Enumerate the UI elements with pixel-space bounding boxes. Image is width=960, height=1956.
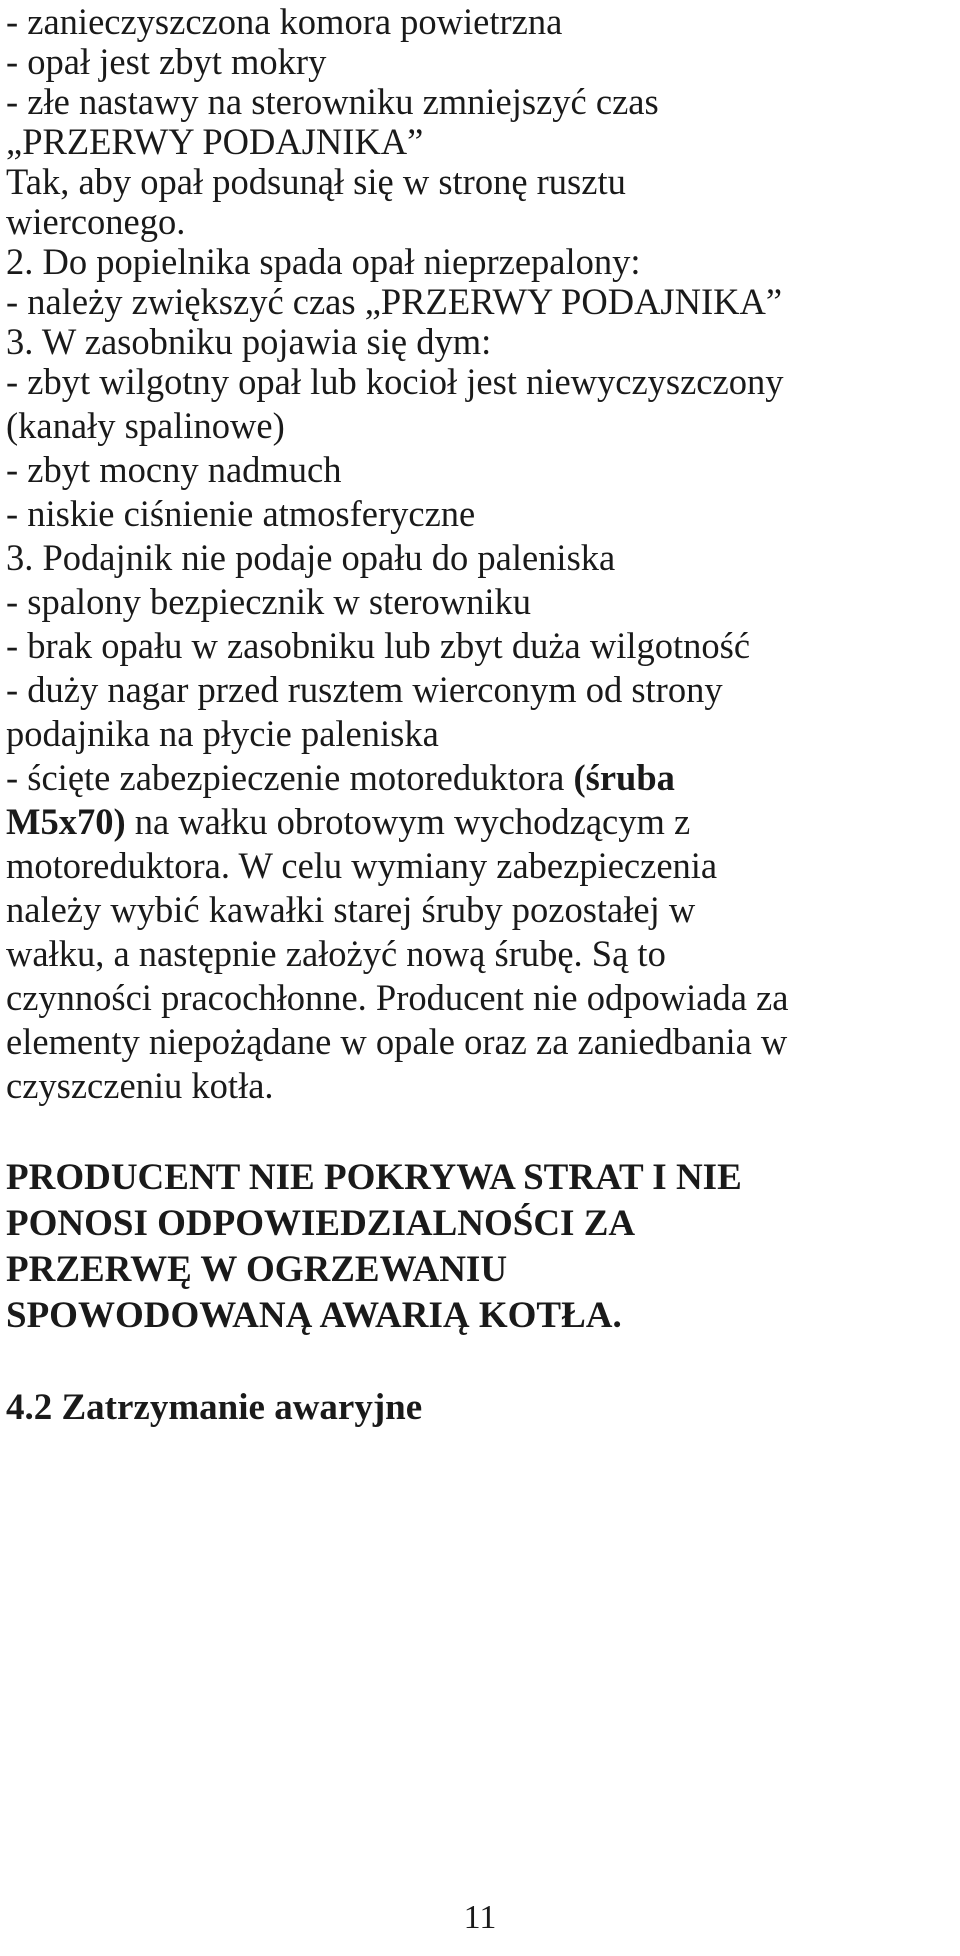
body-line: czyszczeniu kotła. — [6, 1065, 274, 1106]
body-line: wałku, a następnie założyć nową śrubę. Są to — [6, 933, 666, 974]
body-line: 2. Do popielnika spada opał nieprzepalony: — [6, 241, 641, 282]
body-line-mixed — [6, 756, 675, 800]
section-heading: 4.2 Zatrzymanie awaryjne — [6, 1387, 423, 1428]
body-line: - niskie ciśnienie atmosferyczne — [6, 493, 476, 534]
body-line: - zbyt mocny nadmuch — [6, 449, 342, 490]
body-line: elementy niepożądane w opale oraz za zaniedbania w — [6, 1021, 788, 1062]
body-line: 3. W zasobniku pojawia się dym: — [6, 321, 492, 362]
body-line: - należy zwiększyć czas „PRZERWY PODAJNIKA” — [6, 281, 783, 322]
body-text: - ścięte zabezpieczenie motoreduktora — [6, 757, 574, 798]
page-number: 11 — [463, 1899, 497, 1936]
body-line: czynności pracochłonne. Producent nie odpowiada za — [6, 977, 789, 1018]
body-line-mixed — [6, 800, 690, 844]
body-line: - zanieczyszczona komora powietrzna — [6, 1, 563, 42]
body-line: Tak, aby opał podsunął się w stronę rusztu — [6, 161, 626, 202]
body-line: podajnika na płycie paleniska — [6, 713, 439, 754]
body-line: - opał jest zbyt mokry — [6, 41, 327, 82]
body-line: - brak opału w zasobniku lub zbyt duża wilgotność — [6, 625, 751, 666]
warning-line: PONOSI ODPOWIEDZIALNOŚCI ZA — [6, 1203, 636, 1244]
body-text-bold: M5x70) — [6, 801, 126, 842]
body-line: (kanały spalinowe) — [6, 405, 285, 446]
body-text-bold: (śruba — [573, 757, 675, 798]
body-line: - zbyt wilgotny opał lub kocioł jest niewyczyszczony — [6, 361, 784, 402]
body-line: należy wybić kawałki starej śruby pozostałej w — [6, 889, 696, 930]
body-line: motoreduktora. W celu wymiany zabezpieczenia — [6, 845, 718, 886]
body-line: - złe nastawy na sterowniku zmniejszyć czas — [6, 81, 659, 122]
body-line: wierconego. — [6, 201, 186, 242]
warning-line: SPOWODOWANĄ AWARIĄ KOTŁA. — [6, 1295, 622, 1336]
body-text: na wałku obrotowym wychodzącym z — [125, 801, 691, 842]
body-line: - spalony bezpiecznik w sterowniku — [6, 581, 532, 622]
body-line: 3. Podajnik nie podaje opału do paleniska — [6, 537, 616, 578]
warning-line: PRZERWĘ W OGRZEWANIU — [6, 1249, 508, 1290]
body-line: - duży nagar przed rusztem wierconym od strony — [6, 669, 723, 710]
body-line: „PRZERWY PODAJNIKA” — [6, 121, 424, 162]
warning-line: PRODUCENT NIE POKRYWA STRAT I NIE — [6, 1157, 742, 1198]
